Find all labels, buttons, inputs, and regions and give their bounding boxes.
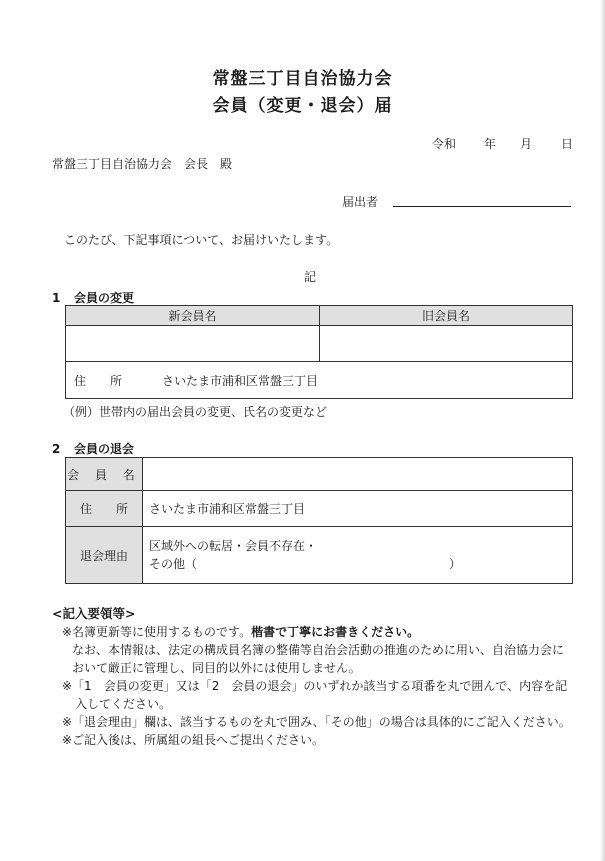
intro-text: このたび、下記事項について、お届けいたします。 xyxy=(64,233,339,247)
member-withdrawal-table xyxy=(65,457,573,584)
member-change-table xyxy=(65,305,573,399)
col-old-member-name: 旧会員名 xyxy=(320,306,573,326)
note-1 xyxy=(62,623,574,641)
notes-block xyxy=(62,623,574,749)
note-1-continuation: なお、本情報は、法定の構成員名簿の整備等自治会活動の推進のために用い、自治協力会において厳正に管理し、同目的以外には使用しません。 xyxy=(72,643,565,675)
withdraw-address-field[interactable] xyxy=(143,491,573,527)
note-1-emphasis: 楷書で丁寧にお書きください。 xyxy=(251,625,420,639)
change-address-field[interactable] xyxy=(66,362,573,399)
section1-number: 1 xyxy=(52,291,61,305)
withdraw-reason-label: 退会理由 xyxy=(66,527,143,584)
form-title-organization: 常盤三丁目自治協力会 xyxy=(212,69,393,89)
section1-heading xyxy=(52,289,134,306)
section1-title: 会員の変更 xyxy=(74,291,135,305)
new-member-name-field[interactable] xyxy=(66,326,320,362)
form-title: 会員（変更・退会）届 xyxy=(212,96,393,116)
notes-heading: <記入要領等> xyxy=(52,606,136,621)
withdraw-reason-field[interactable] xyxy=(143,527,573,584)
section2-title: 会員の退会 xyxy=(74,442,135,456)
withdraw-address-label: 住 所 xyxy=(66,491,143,527)
change-example: （例）世帯内の届出会員の変更、氏名の変更など xyxy=(63,405,328,419)
note-2: ※「1 会員の変更」又は「2 会員の退会」のいずれか該当する項番を丸で囲んで、内容を記入してください。 xyxy=(62,679,568,711)
date-month: 月 xyxy=(520,137,533,151)
date-era: 令和 xyxy=(432,137,457,151)
note-4: ※ご記入後は、所属組の組長へご提出ください。 xyxy=(62,733,325,747)
note-3: ※「退会理由」欄は、該当するものを丸で囲み、「その他」の場合は具体的にご記入ください。 xyxy=(62,715,571,729)
applicant-signature-line[interactable] xyxy=(393,206,571,207)
change-address-value: さいたま市浦和区常盤三丁目 xyxy=(162,373,319,388)
note-1-text: ※名簿更新等に使用するものです。 xyxy=(62,625,252,639)
withdraw-reason-other: その他（ ） xyxy=(149,557,462,571)
date-year: 年 xyxy=(484,137,497,151)
old-member-name-field[interactable] xyxy=(320,326,573,362)
applicant-label: 届出者 xyxy=(342,195,379,209)
withdraw-address-value: さいたま市浦和区常盤三丁目 xyxy=(149,502,306,516)
addressee: 常盤三丁目自治協力会 会長 殿 xyxy=(52,157,233,171)
withdraw-reason-options: 区域外への転居・会員不存在・ xyxy=(149,539,318,553)
col-new-member-name: 新会員名 xyxy=(66,306,320,326)
withdraw-member-name-field[interactable] xyxy=(143,458,573,491)
date-day: 日 xyxy=(561,137,574,151)
change-address-label: 住 所 xyxy=(74,373,123,388)
withdraw-member-name-label: 会 員 名 xyxy=(66,458,143,491)
section2-number: 2 xyxy=(52,442,61,456)
ki-marker: 記 xyxy=(304,270,317,284)
section2-heading xyxy=(52,440,134,457)
page-edge-shadow xyxy=(600,0,605,861)
